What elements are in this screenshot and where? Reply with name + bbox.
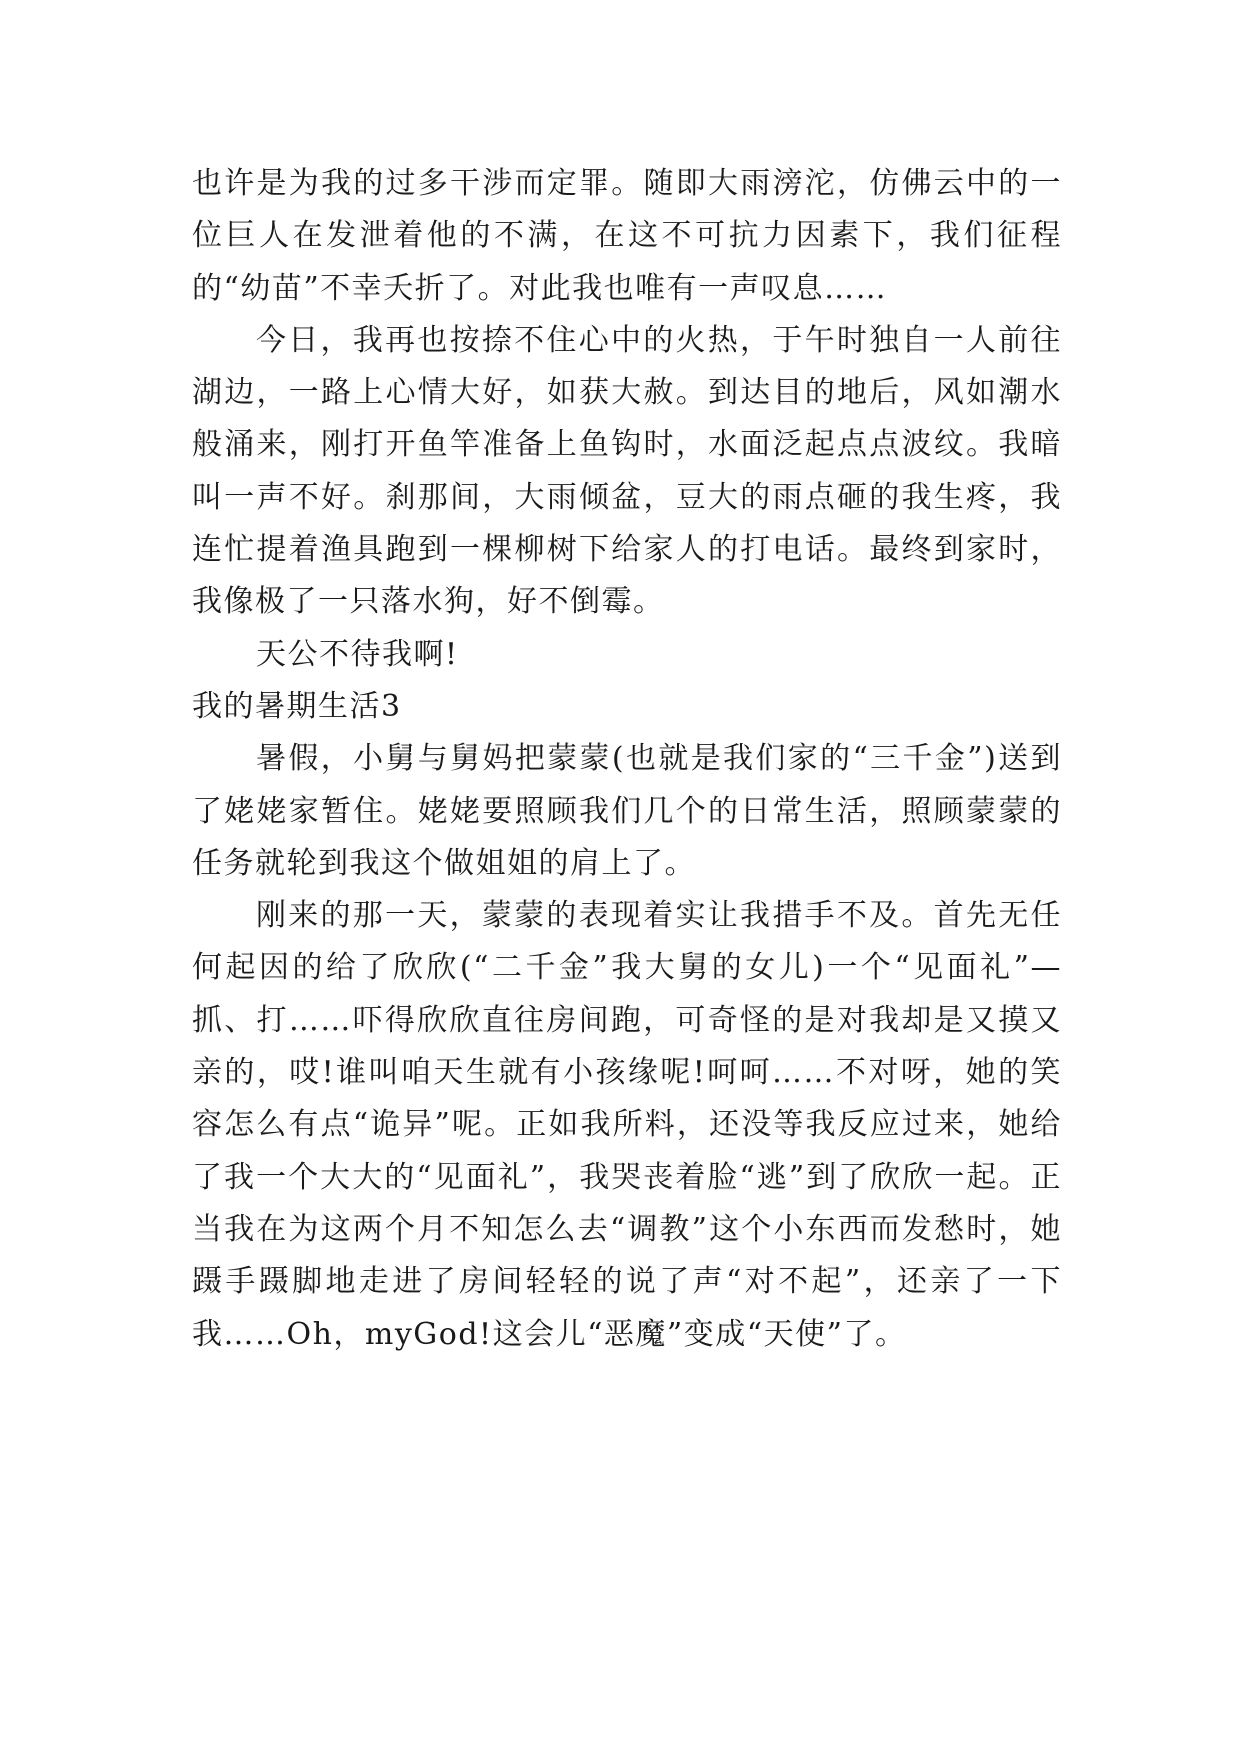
paragraph-continuation: 也许是为我的过多干涉而定罪。随即大雨滂沱，仿佛云中的一位巨人在发泄着他的不满，在这不可抗力因素下，我们征程的“幼苗”不幸夭折了。对此我也唯有一声叹息…… (192, 166, 1062, 306)
section-heading: 我的暑期生活3 (192, 688, 402, 724)
paragraph-summer-intro: 暑假，小舅与舅妈把蒙蒙(也就是我们家的“三千金”)送到了姥姥家暂住。姥姥要照顾我们几个的日常生活，照顾蒙蒙的任务就轮到我这个做姐姐的肩上了。 (192, 741, 1062, 881)
paragraph-first-day: 刚来的那一天，蒙蒙的表现着实让我措手不及。首先无任何起因的给了欣欣(“二千金”我大舅的女儿)一个“见面礼”—抓、打……吓得欣欣直往房间跑，可奇怪的是对我却是又摸又亲的，哎!谁叫咱天生就有小孩缘呢!呵呵……不对呀，她的笑容怎么有点“诡异”呢。正如我所料，还没等我反应过来，她给了我一个大大的“见面礼”，我哭丧着脸“逃”到了欣欣一起。正当我在为这两个月不知怎么去“调教”这个小东西而发愁时，她蹑手蹑脚地走进了房间轻轻的说了声“对不起”，还亲了一下我……Oh，myGod!这会儿“恶魔”变成“天使”了。 (192, 898, 1062, 1352)
document-body (192, 158, 1062, 1361)
paragraph-fishing-trip: 今日，我再也按捺不住心中的火热，于午时独自一人前往湖边，一路上心情大好，如获大赦。到达目的地后，风如潮水般涌来，刚打开鱼竿准备上鱼钩时，水面泛起点点波纹。我暗叫一声不好。刹那间，大雨倾盆，豆大的雨点砸的我生疼，我连忙提着渔具跑到一棵柳树下给家人的打电话。最终到家时，我像极了一只落水狗，好不倒霉。 (192, 322, 1062, 620)
paragraph-exclamation: 天公不待我啊! (256, 636, 459, 672)
